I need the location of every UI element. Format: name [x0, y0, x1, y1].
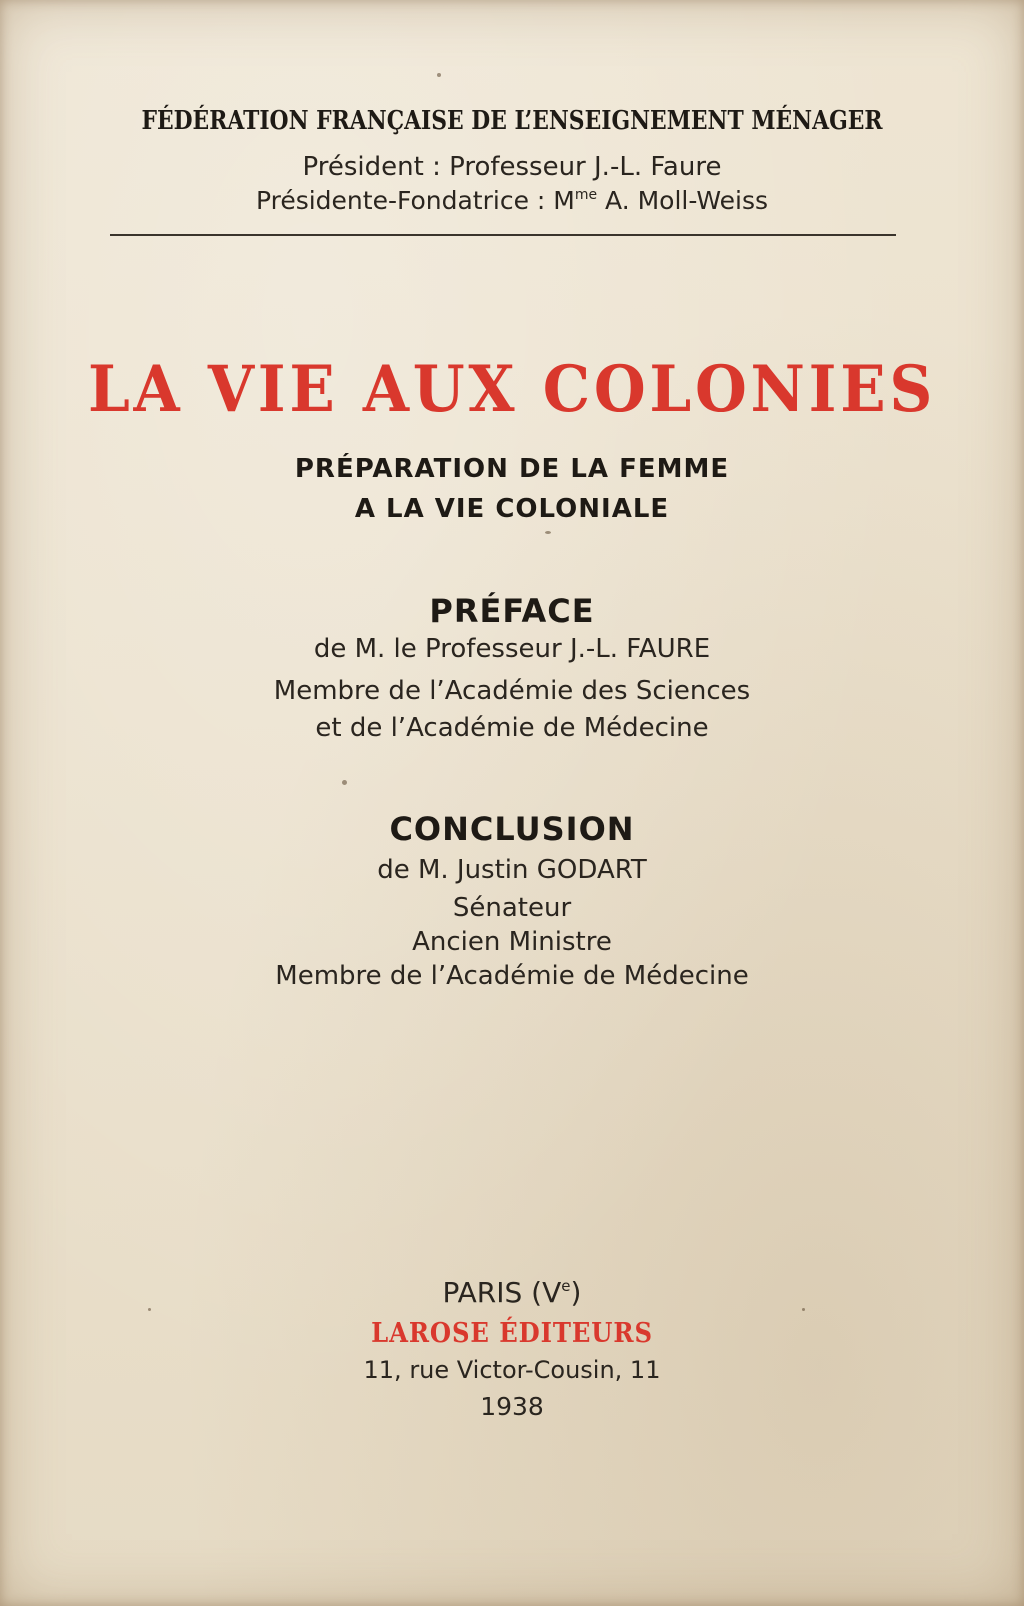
header-divider	[110, 234, 896, 236]
fondatrice-prefix: Présidente-Fondatrice : M	[255, 186, 575, 215]
conclusion-credential-2: Ancien Ministre	[412, 927, 612, 957]
subtitle-line-2: A LA VIE COLONIALE	[354, 494, 670, 524]
paper-speck	[545, 531, 551, 534]
conclusion-heading: CONCLUSION	[389, 810, 635, 848]
city-close: )	[570, 1276, 582, 1309]
publisher-name: LAROSE ÉDITEURS	[371, 1318, 653, 1349]
conclusion-credential-3: Membre de l’Académie de Médecine	[275, 961, 749, 991]
paper-speck	[148, 1308, 151, 1311]
subtitle-line-1: PRÉPARATION DE LA FEMME	[294, 454, 730, 484]
fondatrice-superscript: me	[574, 187, 598, 203]
preface-heading: PRÉFACE	[429, 592, 595, 630]
publication-year: 1938	[480, 1392, 544, 1421]
conclusion-credential-1: Sénateur	[452, 893, 572, 923]
paper-speck	[342, 780, 347, 785]
fondatrice-line	[0, 186, 1024, 215]
preface-credential-1: Membre de l’Académie des Sciences	[273, 676, 751, 706]
book-title: LA VIE AUX COLONIES	[87, 352, 937, 427]
preface-credential-2: et de l’Académie de Médecine	[315, 713, 709, 743]
federation-name: FÉDÉRATION FRANÇAISE DE L’ENSEIGNEMENT MÉNAGER	[141, 106, 883, 136]
paper-speck	[802, 1308, 805, 1311]
preface-author: de M. le Professeur J.-L. FAURE	[313, 634, 711, 664]
city-name: PARIS (V	[442, 1276, 562, 1309]
paper-speck	[437, 73, 441, 77]
president-line: Président : Professeur J.-L. Faure	[302, 152, 722, 182]
conclusion-author: de M. Justin GODART	[377, 855, 647, 885]
city-superscript: e	[561, 1277, 571, 1295]
fondatrice-suffix: A. Moll-Weiss	[597, 186, 769, 215]
imprint-city	[0, 1276, 1024, 1309]
publisher-address: 11, rue Victor-Cousin, 11	[363, 1356, 661, 1384]
